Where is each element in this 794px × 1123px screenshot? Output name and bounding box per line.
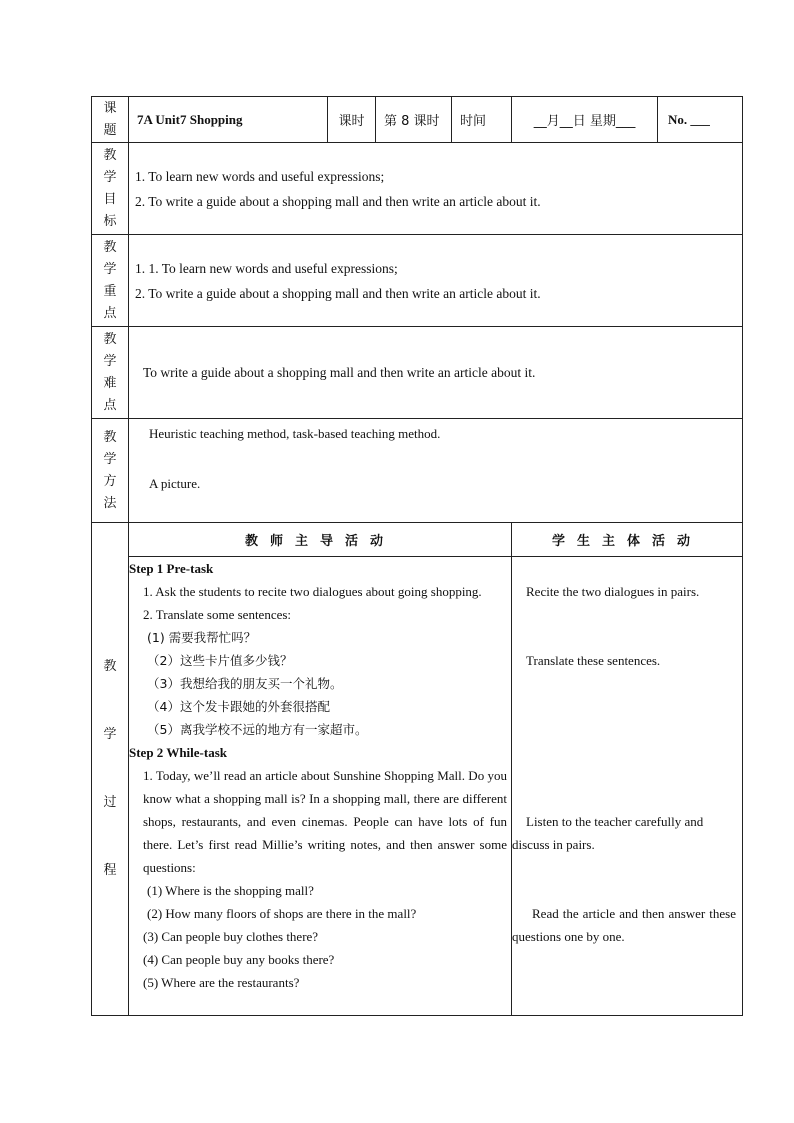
key-point-line: 2. To write a guide about a shopping mall and then write an article about it.	[135, 285, 541, 301]
question-item: (1) Where is the shopping mall?	[147, 883, 314, 898]
objective-line: 2. To write a guide about a shopping mall and then write an article about it.	[135, 193, 541, 209]
question-item: (2) How many floors of shops are there in the mall?	[147, 906, 417, 921]
student-activity: Read the article and then answer these questions one by one.	[512, 906, 737, 944]
student-activity: Listen to the teacher carefully and discuss in pairs.	[512, 814, 704, 852]
objectives-content	[129, 143, 743, 235]
step1-title: Step 1 Pre-task	[129, 561, 214, 576]
process-heading-row	[92, 523, 743, 557]
student-activity: Recite the two dialogues in pairs.	[526, 584, 700, 599]
key-point-line: 1. 1. To learn new words and useful expressions;	[135, 260, 398, 276]
lesson-plan-table	[91, 96, 743, 1016]
difficulties-row	[92, 327, 743, 419]
period-value: 第 8 课时	[376, 97, 452, 143]
translation-sentence: （4）这个发卡跟她的外套很搭配	[147, 699, 330, 714]
step2-item: 1. Today, we’ll read an article about Sunshine Shopping Mall. Do you know what a shopping mall is? In a shopping mall, there are different shops, restaurants, and even cinemas. People can have lots of fun there. Let’s first read Millie’s writing notes, and then answer some questions:	[143, 768, 507, 875]
step1-item: 2. Translate some sentences:	[143, 607, 292, 622]
objectives-row	[92, 143, 743, 235]
lesson-title: 7A Unit7 Shopping	[129, 97, 328, 143]
process-content-row	[92, 557, 743, 1016]
date-field: __月__日 星期___	[512, 97, 658, 143]
methods-row	[92, 419, 743, 523]
teacher-activity-heading: 教师主导活动	[129, 523, 512, 557]
question-item: (5) Where are the restaurants?	[143, 975, 300, 990]
key-points-row	[92, 235, 743, 327]
step1-item: 1. Ask the students to recite two dialogues about going shopping.	[143, 584, 482, 599]
period-label: 课时	[328, 97, 376, 143]
translation-sentence: （2）这些卡片值多少钱？	[147, 653, 293, 668]
teaching-aids: A picture.	[149, 476, 201, 491]
topic-label: 课 题	[92, 97, 129, 143]
difficulties-content	[129, 327, 743, 419]
question-item: (4) Can people buy any books there?	[143, 952, 335, 967]
process-label: 教 学 过 程	[92, 523, 129, 1016]
student-activities	[512, 557, 743, 1016]
student-activity-heading: 学生主体活动	[512, 523, 743, 557]
header-row	[92, 97, 743, 143]
teacher-activities	[129, 557, 512, 1016]
lesson-number: No. ___	[658, 97, 743, 143]
key-points-content	[129, 235, 743, 327]
key-points-label: 教 学 重 点	[92, 235, 129, 327]
methods-content	[129, 419, 743, 523]
objectives-label: 教 学 目 标	[92, 143, 129, 235]
difficulties-label: 教 学 难 点	[92, 327, 129, 419]
translation-sentence: (1) 需要我帮忙吗？	[147, 630, 257, 645]
translation-sentence: （3）我想给我的朋友买一个礼物。	[147, 676, 343, 691]
methods-label: 教 学 方 法	[92, 419, 129, 523]
step2-title: Step 2 While-task	[129, 745, 227, 760]
difficulty-text: To write a guide about a shopping mall and then write an article about it.	[143, 365, 536, 380]
question-item: (3) Can people buy clothes there?	[143, 929, 319, 944]
teaching-method: Heuristic teaching method, task-based teaching method.	[149, 426, 441, 441]
student-activity: Translate these sentences.	[526, 653, 661, 668]
objective-line: 1. To learn new words and useful expressions;	[135, 168, 385, 184]
time-label: 时间	[452, 97, 512, 143]
translation-sentence: （5）离我学校不远的地方有一家超市。	[147, 722, 368, 737]
